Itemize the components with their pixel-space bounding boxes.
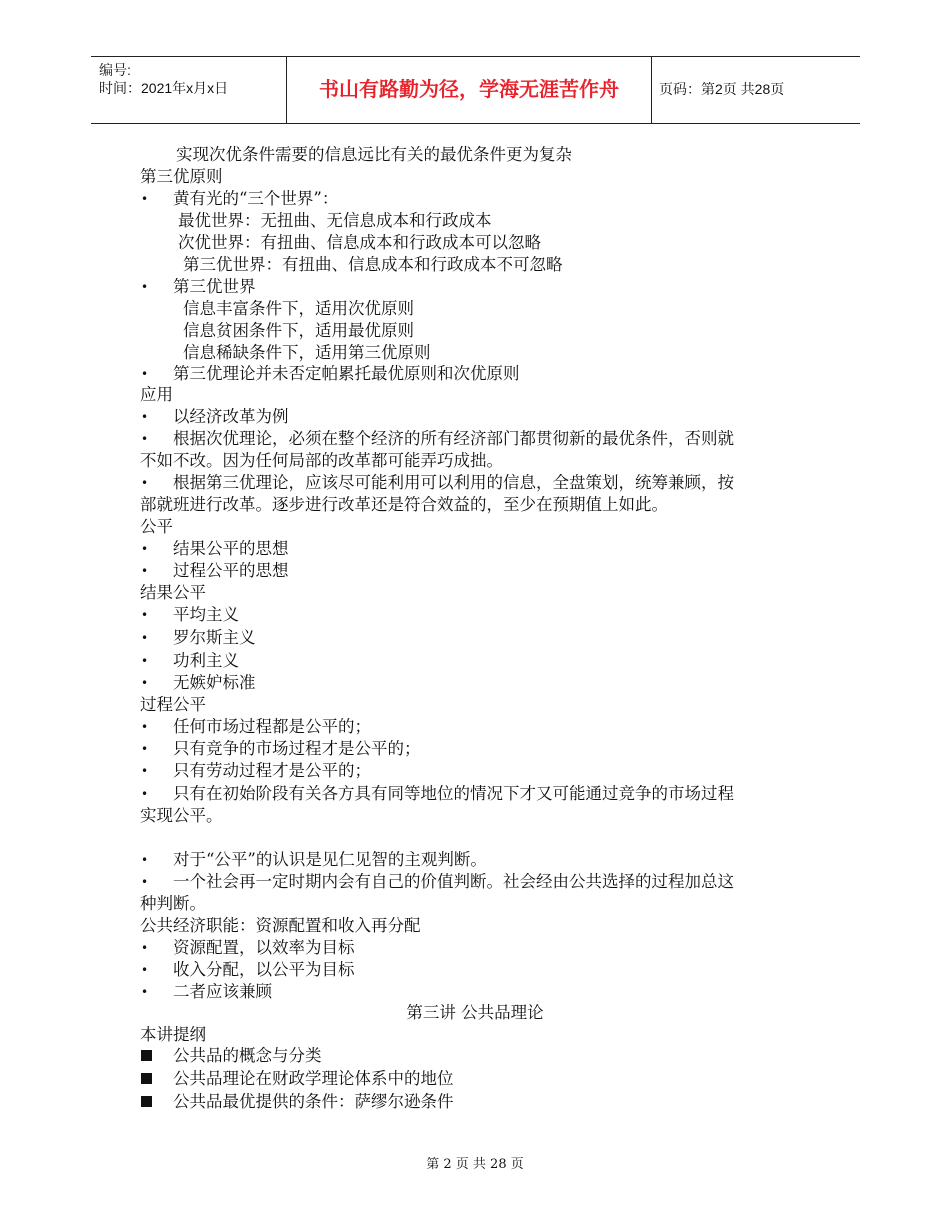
bullet-icon: • bbox=[141, 720, 149, 734]
text-line: 对于“公平”的认识是见仁见智的主观判断。 bbox=[173, 850, 487, 869]
bullet-icon: • bbox=[141, 410, 149, 424]
text-line: 过程公平 bbox=[140, 695, 206, 714]
bullet-icon: • bbox=[141, 476, 149, 490]
text-line: 结果公平的思想 bbox=[173, 539, 289, 558]
time-label: 时间：2021年x月x日 bbox=[99, 80, 229, 96]
text-line: 信息贫困条件下，适用最优原则 bbox=[183, 321, 414, 340]
page-label: 页码：第2页 共28页 bbox=[659, 81, 785, 97]
header-left-cell bbox=[91, 57, 286, 123]
text-line: 应用 bbox=[140, 385, 173, 404]
text-line: 无嫉妒标准 bbox=[173, 673, 256, 692]
text-line: 根据次优理论，必须在整个经济的所有经济部门都贯彻新的最优条件，否则就 bbox=[173, 429, 734, 448]
header-right-cell bbox=[651, 57, 860, 123]
text-line: 信息丰富条件下，适用次优原则 bbox=[183, 299, 414, 318]
text-line: 根据第三优理论，应该尽可能利用可以利用的信息，全盘策划，统筹兼顾，按 bbox=[173, 473, 734, 492]
text-line: 一个社会再一定时期内会有自己的价值判断。社会经由公共选择的过程加总这 bbox=[173, 872, 734, 891]
text-line: 实现次优条件需要的信息远比有关的最优条件更为复杂 bbox=[176, 145, 572, 164]
bullet-icon: • bbox=[141, 192, 149, 206]
number-label: 编号: bbox=[99, 62, 131, 78]
page-footer: 第 2 页 共 28 页 bbox=[426, 1157, 524, 1172]
motto: 书山有路勤为径，学海无涯苦作舟 bbox=[319, 77, 619, 101]
text-line: 收入分配，以公平为目标 bbox=[173, 960, 355, 979]
bullet-icon: • bbox=[141, 367, 149, 381]
bullet-icon: • bbox=[141, 564, 149, 578]
text-line: 不如不改。因为任何局部的改革都可能弄巧成拙。 bbox=[140, 451, 503, 470]
bullet-icon: • bbox=[141, 676, 149, 690]
text-line: 罗尔斯主义 bbox=[173, 628, 256, 647]
bullet-icon: • bbox=[141, 764, 149, 778]
bullet-icon: • bbox=[141, 432, 149, 446]
bullet-icon: • bbox=[141, 787, 149, 801]
text-line: 第三优理论并未否定帕累托最优原则和次优原则 bbox=[173, 364, 520, 383]
text-line: 信息稀缺条件下，适用第三优原则 bbox=[183, 343, 431, 362]
text-line: 资源配置，以效率为目标 bbox=[173, 938, 355, 957]
square-bullet-icon bbox=[141, 1096, 152, 1107]
text-line: 黄有光的“三个世界”： bbox=[173, 189, 339, 208]
text-line: 种判断。 bbox=[140, 894, 206, 913]
text-line: 第三优世界：有扭曲、信息成本和行政成本不可忽略 bbox=[183, 255, 563, 274]
outline-item: 公共品理论在财政学理论体系中的地位 bbox=[173, 1069, 454, 1088]
bullet-icon: • bbox=[141, 542, 149, 556]
text-line: 部就班进行改革。逐步进行改革还是符合效益的，至少在预期值上如此。 bbox=[140, 495, 668, 514]
square-bullet-icon bbox=[141, 1050, 152, 1061]
header-motto-cell bbox=[286, 57, 652, 123]
text-line: 功利主义 bbox=[173, 651, 239, 670]
text-line: 二者应该兼顾 bbox=[173, 982, 272, 1001]
bullet-icon: • bbox=[141, 853, 149, 867]
text-line: 平均主义 bbox=[173, 605, 239, 624]
text-line: 任何市场过程都是公平的； bbox=[173, 717, 371, 736]
text-line: 只有在初始阶段有关各方具有同等地位的情况下才又可能通过竞争的市场过程 bbox=[173, 784, 734, 803]
text-line: 过程公平的思想 bbox=[173, 561, 289, 580]
bullet-icon: • bbox=[141, 985, 149, 999]
lecture-title: 第三讲 公共品理论 bbox=[406, 1003, 544, 1022]
text-line: 以经济改革为例 bbox=[173, 407, 289, 426]
text-line: 结果公平 bbox=[140, 583, 206, 602]
text-line: 只有竞争的市场过程才是公平的； bbox=[173, 739, 421, 758]
header-table bbox=[91, 56, 860, 124]
bullet-icon: • bbox=[141, 654, 149, 668]
outline-heading: 本讲提纲 bbox=[140, 1025, 206, 1044]
text-line: 公共经济职能：资源配置和收入再分配 bbox=[140, 916, 421, 935]
bullet-icon: • bbox=[141, 742, 149, 756]
bullet-icon: • bbox=[141, 963, 149, 977]
bullet-icon: • bbox=[141, 875, 149, 889]
outline-item: 公共品的概念与分类 bbox=[173, 1046, 322, 1065]
text-line: 最优世界：无扭曲、无信息成本和行政成本 bbox=[178, 211, 492, 230]
text-line: 第三优世界 bbox=[173, 277, 256, 296]
bullet-icon: • bbox=[141, 608, 149, 622]
bullet-icon: • bbox=[141, 280, 149, 294]
bullet-icon: • bbox=[141, 631, 149, 645]
outline-item: 公共品最优提供的条件：萨缪尔逊条件 bbox=[173, 1092, 454, 1111]
text-line: 次优世界：有扭曲、信息成本和行政成本可以忽略 bbox=[178, 233, 541, 252]
text-line: 实现公平。 bbox=[140, 806, 223, 825]
text-line: 只有劳动过程才是公平的； bbox=[173, 761, 371, 780]
square-bullet-icon bbox=[141, 1073, 152, 1084]
bullet-icon: • bbox=[141, 941, 149, 955]
text-line: 公平 bbox=[140, 517, 173, 536]
text-line: 第三优原则 bbox=[140, 167, 223, 186]
